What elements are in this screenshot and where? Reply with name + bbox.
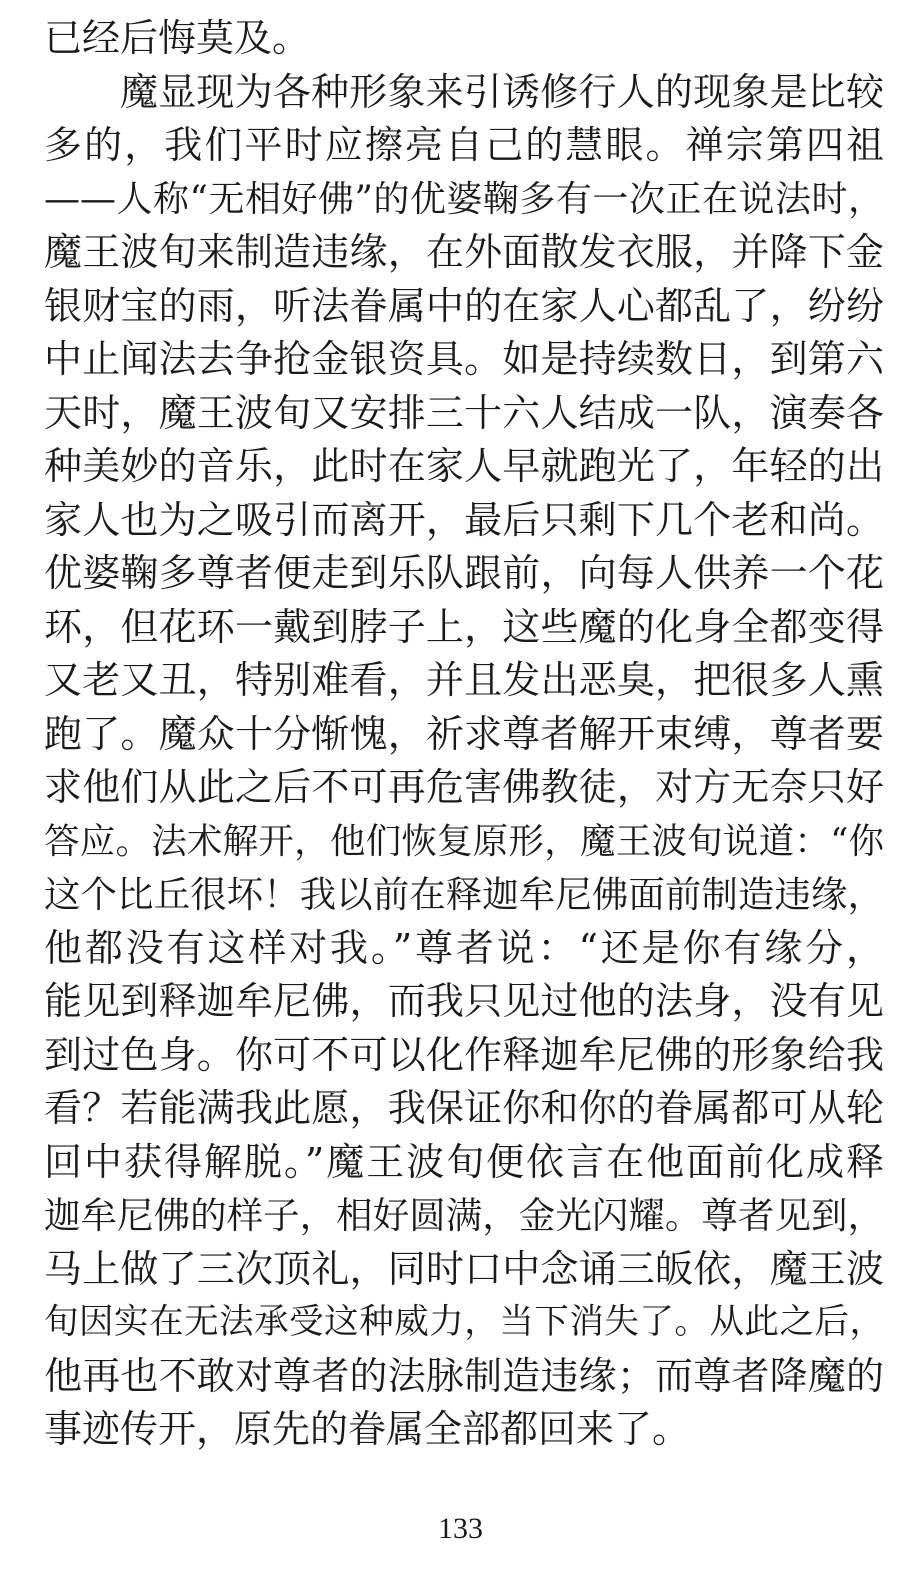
page-number: 133 xyxy=(438,1512,483,1545)
text-line: 他再也不敢对尊者的法脉制造违缘；而尊者降魔的 xyxy=(44,1353,884,1398)
text-line: 到过色身。你可不可以化作释迦牟尼佛的形象给我 xyxy=(44,1032,884,1077)
text-line: 魔显现为各种形象来引诱修行人的现象是比较 xyxy=(120,69,884,114)
text-line: 多的，我们平时应擦亮自己的慧眼。禅宗第四祖 xyxy=(44,123,884,167)
text-line: 优婆鞠多尊者便走到乐队跟前，向每人供养一个花 xyxy=(44,551,884,595)
text-line: 这个比丘很坏！我以前在释迦牟尼佛面前制造违缘， xyxy=(44,873,884,916)
body-text xyxy=(44,12,884,1457)
text-line: 他都没有这样对我。”尊者说：“还是你有缘分， xyxy=(44,925,884,970)
text-line: 回中获得解脱。”魔王波旬便依言在他面前化成释 xyxy=(44,1139,884,1184)
text-line: ——人称“无相好佛”的优婆鞠多有一次正在说法时， xyxy=(44,178,884,220)
text-line: 已经后悔莫及。 xyxy=(44,16,311,60)
text-line: 答应。法术解开，他们恢复原形，魔王波旬说道：“你 xyxy=(44,820,884,862)
text-line: 种美妙的音乐，此时在家人早就跑光了，年轻的出 xyxy=(44,444,884,488)
text-line: 又老又丑，特别难看，并且发出恶臭，把很多人熏 xyxy=(44,658,884,702)
text-line: 事迹传开，原先的眷属全部都回来了。 xyxy=(44,1407,691,1451)
text-line: 银财宝的雨，听法眷属中的在家人心都乱了，纷纷 xyxy=(44,283,884,328)
text-line: 天时，魔王波旬又安排三十六人结成一队，演奏各 xyxy=(44,390,884,435)
text-line: 跑了。魔众十分惭愧，祈求尊者解开束缚，尊者要 xyxy=(44,711,884,756)
text-line: 旬因实在无法承受这种威力，当下消失了。从此之后， xyxy=(44,1302,884,1342)
text-line: 看？若能满我此愿，我保证你和你的眷属都可从轮 xyxy=(44,1086,884,1130)
text-line: 迦牟尼佛的样子，相好圆满，金光闪耀。尊者见到， xyxy=(44,1194,884,1237)
text-line: 环，但花环一戴到脖子上，这些魔的化身全都变得 xyxy=(44,604,884,649)
text-line: 马上做了三次顶礼，同时口中念诵三皈依，魔王波 xyxy=(44,1246,884,1291)
text-line: 能见到释迦牟尼佛，而我只见过他的法身，没有见 xyxy=(44,979,884,1023)
text-line: 中止闻法去争抢金银资具。如是持续数日，到第六 xyxy=(44,337,884,381)
text-line: 家人也为之吸引而离开，最后只剩下几个老和尚。 xyxy=(44,497,884,542)
text-line: 求他们从此之后不可再危害佛教徒，对方无奈只好 xyxy=(44,765,884,809)
text-line: 魔王波旬来制造违缘，在外面散发衣服，并降下金 xyxy=(44,230,884,274)
